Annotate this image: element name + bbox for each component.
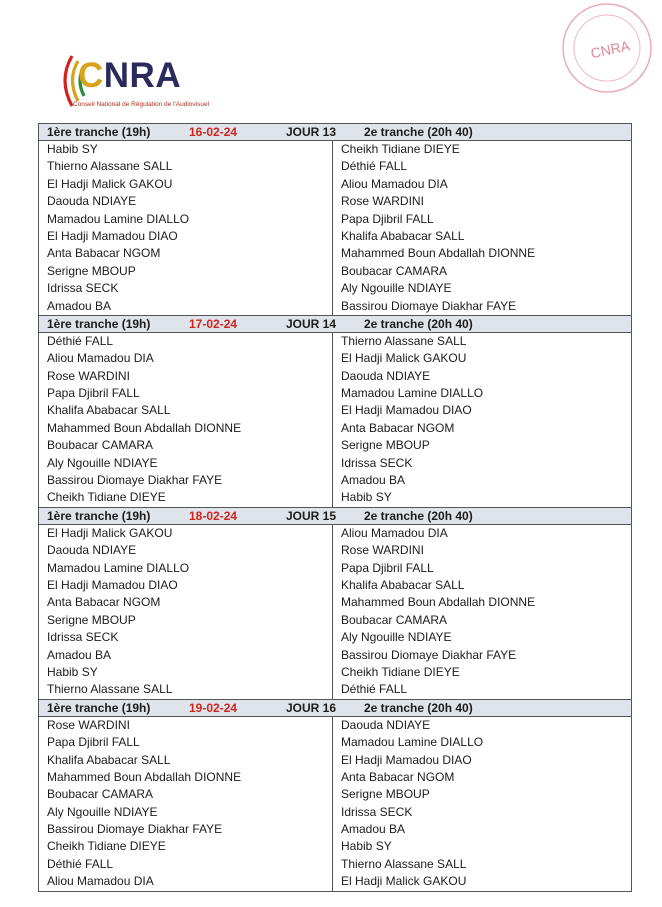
candidate-name: Anta Babacar NGOM [47,595,161,610]
candidate-name: Papa Djibril FALL [341,560,434,575]
candidate-name: Papa Djibril FALL [47,386,140,401]
candidate-name: Bassirou Diomaye Diakhar FAYE [47,473,223,488]
candidate-name: Aly Ngouille NDIAYE [47,455,158,470]
candidate-name: Boubacar CAMARA [341,263,448,278]
candidate-name: Aliou Mamadou DIA [47,874,154,889]
candidate-name: El Hadji Mamadou DIAO [47,228,178,243]
candidate-name: Déthié FALL [47,856,114,871]
candidate-name: Papa Djibril FALL [341,211,434,226]
candidate-name: Daouda NDIAYE [47,543,137,558]
candidate-name: Bassirou Diomaye Diakhar FAYE [47,822,223,837]
slot2-label: 2e tranche (20h 40) [364,316,473,331]
candidate-name: Thierno Alassane SALL [47,682,173,697]
candidate-name: El Hadji Malick GAKOU [47,525,173,540]
day-label: JOUR 13 [286,125,337,139]
candidate-name: Mahammed Boun Abdallah DIONNE [341,595,536,610]
schedule-table [38,123,632,892]
candidate-name: El Hadji Mamadou DIAO [341,752,472,767]
candidate-name: Daouda NDIAYE [341,368,431,383]
candidate-name: Habib SY [47,664,98,679]
candidate-name: Bassirou Diomaye Diakhar FAYE [341,298,517,313]
candidate-name: Déthié FALL [341,682,408,697]
candidate-name: Aly Ngouille NDIAYE [341,281,452,296]
candidate-name: Serigne MBOUP [47,263,136,278]
candidate-name: Déthié FALL [47,333,114,348]
candidate-name: Habib SY [341,490,392,505]
candidate-name: Mahammed Boun Abdallah DIONNE [47,420,242,435]
date-label: 17-02-24 [189,316,238,331]
candidate-name: Aly Ngouille NDIAYE [341,630,452,645]
candidate-name: Khalifa Ababacar SALL [341,577,465,592]
first-slot-column [39,717,333,891]
first-slot-column [39,333,333,507]
candidate-name: Aliou Mamadou DIA [47,351,154,366]
slot2-label: 2e tranche (20h 40) [364,125,473,139]
date-label: 18-02-24 [189,508,238,523]
candidate-name: Rose WARDINI [341,194,424,209]
candidate-name: Cheikh Tidiane DIEYE [47,490,166,505]
candidate-name: Khalifa Ababacar SALL [47,403,171,418]
candidate-name: Papa Djibril FALL [47,735,140,750]
candidate-name: El Hadji Malick GAKOU [47,176,173,191]
day-header [39,124,631,141]
candidate-name: Idrissa SECK [47,630,119,645]
day-header [39,699,631,717]
candidate-name: Serigne MBOUP [341,438,430,453]
candidate-name: Daouda NDIAYE [47,194,137,209]
candidate-name: Cheikh Tidiane DIEYE [47,839,166,854]
candidate-name: Anta Babacar NGOM [47,246,161,261]
candidate-name: Cheikh Tidiane DIEYE [341,142,460,156]
slot1-label: 1ère tranche (19h) [47,125,151,139]
candidate-name: Mamadou Lamine DIALLO [47,211,190,226]
candidate-name: Idrissa SECK [47,281,119,296]
candidate-name: Boubacar CAMARA [47,438,154,453]
candidate-name: Cheikh Tidiane DIEYE [341,664,460,679]
day-block [39,315,631,507]
candidate-name: Rose WARDINI [47,368,130,383]
candidate-name: Mamadou Lamine DIALLO [341,386,484,401]
candidate-name: Thierno Alassane SALL [341,333,467,348]
candidate-name: Khalifa Ababacar SALL [47,752,171,767]
day-label: JOUR 14 [286,316,337,331]
first-slot-column [39,141,333,315]
date-label: 16-02-24 [189,125,238,139]
day-label: JOUR 16 [286,700,337,715]
slot2-label: 2e tranche (20h 40) [364,700,473,715]
candidate-name: Mahammed Boun Abdallah DIONNE [341,246,536,261]
candidate-name: Boubacar CAMARA [47,787,154,802]
candidate-name: Thierno Alassane SALL [341,856,467,871]
candidate-name: El Hadji Malick GAKOU [341,351,467,366]
candidate-name: Amadou BA [341,473,406,488]
candidate-name: Thierno Alassane SALL [47,159,173,174]
candidate-name: El Hadji Mamadou DIAO [341,403,472,418]
day-block [39,124,631,315]
day-block [39,507,631,699]
candidate-name: Idrissa SECK [341,804,413,819]
candidate-name: Rose WARDINI [341,543,424,558]
second-slot-column [333,141,631,315]
day-header [39,507,631,525]
candidate-name: Mamadou Lamine DIALLO [47,560,190,575]
candidate-name: Bassirou Diomaye Diakhar FAYE [341,647,517,662]
candidate-name: El Hadji Mamadou DIAO [47,577,178,592]
stamp-text: CNRA [589,37,632,62]
first-slot-column [39,525,333,699]
day-header [39,315,631,333]
candidate-name: Anta Babacar NGOM [341,420,455,435]
candidate-name: Amadou BA [341,822,406,837]
candidate-name: Aliou Mamadou DIA [341,525,448,540]
candidate-name: Aly Ngouille NDIAYE [47,804,158,819]
slot2-label: 2e tranche (20h 40) [364,508,473,523]
candidate-name: Aliou Mamadou DIA [341,176,448,191]
second-slot-column [333,333,631,507]
logo-wordmark: CNRA [78,56,182,95]
second-slot-column [333,525,631,699]
second-slot-column [333,717,631,891]
candidate-name: Anta Babacar NGOM [341,769,455,784]
slot1-label: 1ère tranche (19h) [47,316,151,331]
official-stamp [532,0,657,115]
candidate-name: Amadou BA [47,298,112,313]
slot1-label: 1ère tranche (19h) [47,700,151,715]
candidate-name: Khalifa Ababacar SALL [341,228,465,243]
day-label: JOUR 15 [286,508,337,523]
candidate-name: Rose WARDINI [47,717,130,732]
candidate-name: Boubacar CAMARA [341,612,448,627]
date-label: 19-02-24 [189,700,238,715]
cnra-logo [58,50,218,114]
logo-subtitle: Conseil National de Régulation de l'Audiovisuel [73,101,210,108]
candidate-name: Mamadou Lamine DIALLO [341,735,484,750]
candidate-name: Serigne MBOUP [47,612,136,627]
day-block [39,699,631,891]
candidate-name: Déthié FALL [341,159,408,174]
candidate-name: Habib SY [47,142,98,156]
candidate-name: Idrissa SECK [341,455,413,470]
candidate-name: Serigne MBOUP [341,787,430,802]
candidate-name: Daouda NDIAYE [341,717,431,732]
candidate-name: Mahammed Boun Abdallah DIONNE [47,769,242,784]
candidate-name: Amadou BA [47,647,112,662]
slot1-label: 1ère tranche (19h) [47,508,151,523]
candidate-name: El Hadji Malick GAKOU [341,874,467,889]
candidate-name: Habib SY [341,839,392,854]
